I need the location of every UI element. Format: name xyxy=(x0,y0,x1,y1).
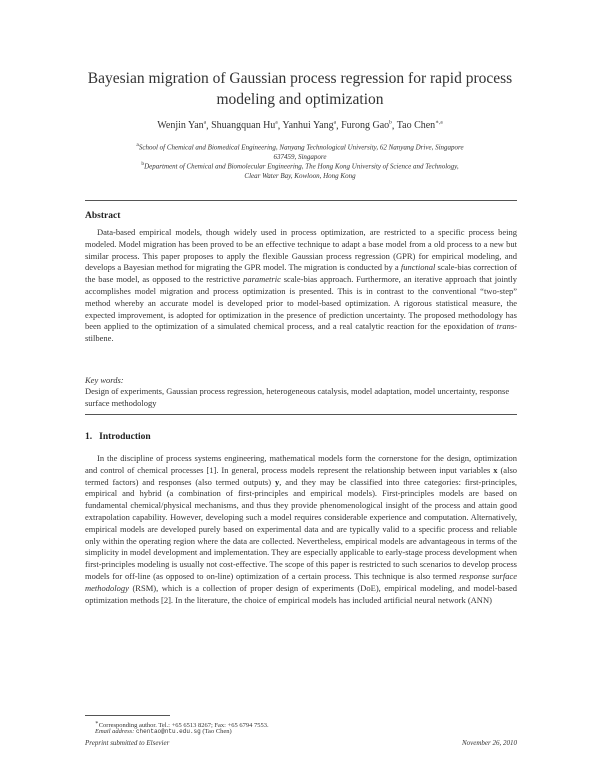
section-number: 1. xyxy=(85,432,93,442)
paper-title: Bayesian migration of Gaussian process regression for rapid process modeling and optimization xyxy=(87,70,513,108)
affiliation-a: $^a$School of Chemical and Biomedical Engineering, Nanyang Technological University, 62 Nanyang Drive, Singapore 637459, Singapore xyxy=(136,142,464,161)
section-title: Introduction xyxy=(99,432,151,442)
footnote-email: Email address: chentao@ntu.edu.sg (Tao Chen) xyxy=(95,728,232,735)
author: Yanhui Yang$^a$ xyxy=(282,120,337,132)
author-list: Wenjin Yan$^a$, Shuangquan Hu$^a$, Yanhui Yang$^a$, Furong Gao$^b$, Tao Chen$^{∗,a}$ xyxy=(157,120,443,132)
affiliation-b: $^b$Department of Chemical and Biomolecular Engineering, The Hong Kong University of Science and Technology, Clear Water Bay, Kowloon, Hong Kong xyxy=(141,161,459,180)
abstract-body: Data-based empirical models, though widely used in process optimization, are restricted to a specific process being modeled. Model migration has been proved to be an effective technique to adapt a base model from a old process to a new but similar process. This paper proposes to apply the flexible Gaussian process regression (GPR) for empirical modeling, and develops a Bayesian method for migrating the GPR model. The migration is conducted by a functional scale-bias correction of the base model, as opposed to the restrictive parametric scale-bias approach. Furthermore, an iterative approach that jointly accomplishes model migration and process optimization is presented. This is in contrast to the conventional “two-step” method whereby an accurate model is developed prior to model-based optimization. A rigorous statistical measure, the expected improvement, is adopted for optimization in the presence of prediction uncertainty. The proposed methodology has been applied to the optimization of a simulated chemical process, and a real catalytic reaction for the epoxidation of trans-stilbene. xyxy=(85,227,518,344)
section-heading-introduction xyxy=(85,432,158,442)
email-link[interactable]: chentao@ntu.edu.sg xyxy=(135,728,201,735)
keywords: Design of experiments, Gaussian process regression, heterogeneous catalysis, model adaptation, model uncertainty, response surface methodology xyxy=(85,386,510,408)
footer-right: November 26, 2010 xyxy=(461,739,517,747)
author: Tao Chen$^{∗,a}$ xyxy=(396,120,443,132)
abstract-heading: Abstract xyxy=(85,211,121,221)
keywords-label: Key words: xyxy=(85,375,124,385)
introduction-body: In the discipline of process systems engineering, mathematical models form the cornerstone for the design, optimization and control of chemical processes [1]. In general, process models represent the relationship between input variables x (also termed factors) and responses (also termed outputs) y, and they may be classified into three categories: first-principles, empirical and hybrid (a combination of first-principles and empirical models). First-principles models are based on fundamental chemical/physical mechanisms, and thus they provide phenomenological insight of the process and attain good extrapolation capability. However, developing such a model requires considerable experience and computation. Alternatively, empirical models are developed purely based on experimental data and are typically valid to a specific process and reliable only within the operating region where the data are collected. Nevertheless, empirical models are advantageous in terms of the simplicity in model development and implementation. They are especially applicable to early-stage process development when first-principles modeling is usually not cost-effective. The scope of this paper is restricted to such scenarios to develop process models for off-line (as opposed to on-line) optimization of a certain process. This technique is also termed response surface methodology (RSM), which is a collection of proper design of experiments (DoE), empirical modeling, and model-based optimization methods [2]. In the literature, the choice of empirical models has included artificial neural network (ANN) xyxy=(85,453,518,605)
author: Furong Gao$^b$ xyxy=(341,120,392,132)
footnote-rule xyxy=(85,715,170,716)
footnote-corresponding: ∗Corresponding author. Tel.: +65 6513 8267; Fax: +65 6794 7553. xyxy=(95,720,269,730)
author: Shuangquan Hu$^a$ xyxy=(211,120,278,132)
author: Wenjin Yan$^a$ xyxy=(157,120,207,132)
footer-left: Preprint submitted to Elsevier xyxy=(85,739,170,747)
abstract-top-rule xyxy=(85,200,517,201)
abstract-bottom-rule xyxy=(85,414,517,415)
